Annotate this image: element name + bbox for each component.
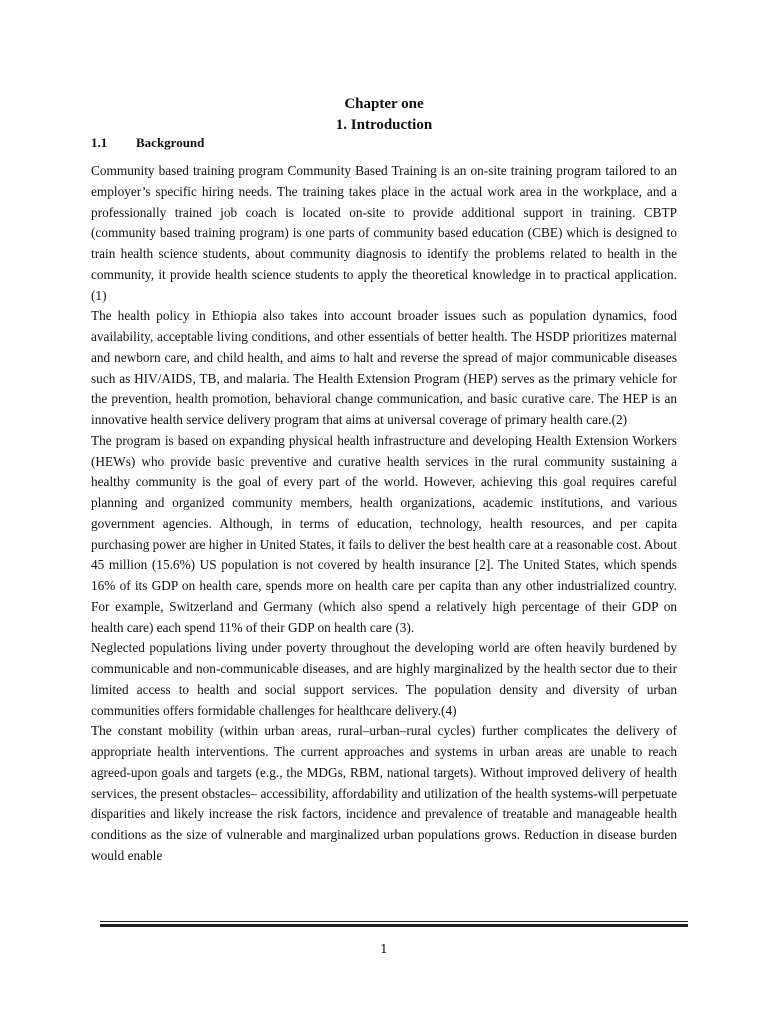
- body-text: [91, 161, 677, 867]
- section-title: Background: [136, 135, 205, 150]
- paragraph-5: The constant mobility (within urban areas, rural–urban–rural cycles) further complicates the delivery of appropriate health interventions. The current approaches and systems in urban areas are unable to reach agreed-upon goals and targets (e.g., the MDGs, RBM, national targets). Without improved delivery of health services, the present obstacles– accessibility, affordability and utilization of the health systems-will perpetuate disparities and likely increase the risk factors, incidence and prevalence of treatable and manageable health conditions as the size of vulnerable and marginalized urban populations grows. Reduction in disease burden would enable: [91, 723, 677, 863]
- paragraph-1: Community based training program Community Based Training is an on-site training program tailored to an employer’s specific hiring needs. The training takes place in the actual work area in the workplace, and a professionally trained job coach is located on-site to provide additional support in training. CBTP (community based training program) is one parts of community based education (CBE) which is designed to train health science students, about community diagnosis to identify the problems related to health in the community, it provide health science students to apply the theoretical knowledge in to practical application.(1): [91, 163, 677, 303]
- paragraph-2: The health policy in Ethiopia also takes into account broader issues such as population dynamics, food availability, acceptable living conditions, and other essentials of better health. The HSDP prioritizes maternal and newborn care, and child health, and aims to halt and reverse the spread of major communicable diseases such as HIV/AIDS, TB, and malaria. The Health Extension Program (HEP) serves as the primary vehicle for the prevention, health promotion, behavioral change communication, and basic curative care. The HEP is an innovative health service delivery program that aims at universal coverage of primary health care.(2): [91, 308, 677, 427]
- paragraph-3: The program is based on expanding physical health infrastructure and developing Health Extension Workers (HEWs) who provide basic preventive and curative health services in the rural community sustaining a healthy community is the goal of every part of the world. However, achieving this goal requires careful planning and organized community members, health organizations, academic institutions, and various government agencies. Although, in terms of education, technology, health resources, and per capita purchasing power are higher in United States, it fails to deliver the best health care at a reasonable cost. About 45 million (15.6%) US population is not covered by health insurance [2]. The United States, which spends 16% of its GDP on health care, spends more on health care per capita than any other industrialized country. For example, Switzerland and Germany (which also spend a relatively high percentage of their GDP on health care) each spend 11% of their GDP on health care (3).: [91, 432, 677, 635]
- page-number: 1: [380, 942, 388, 956]
- section-heading: [91, 134, 204, 152]
- chapter-label: Chapter one: [344, 96, 424, 112]
- footer-rule-thin: [100, 921, 688, 922]
- section-number: 1.1: [91, 135, 108, 150]
- footer-rule-thick: [100, 924, 688, 927]
- paragraph-4: Neglected populations living under poverty throughout the developing world are often heavily burdened by communicable and non-communicable diseases, and are highly marginalized by the health sector due to their limited access to health and social support services. The population density and diversity of urban communities offers formidable challenges for healthcare delivery.(4): [91, 640, 677, 718]
- chapter-title: 1. Introduction: [335, 117, 433, 133]
